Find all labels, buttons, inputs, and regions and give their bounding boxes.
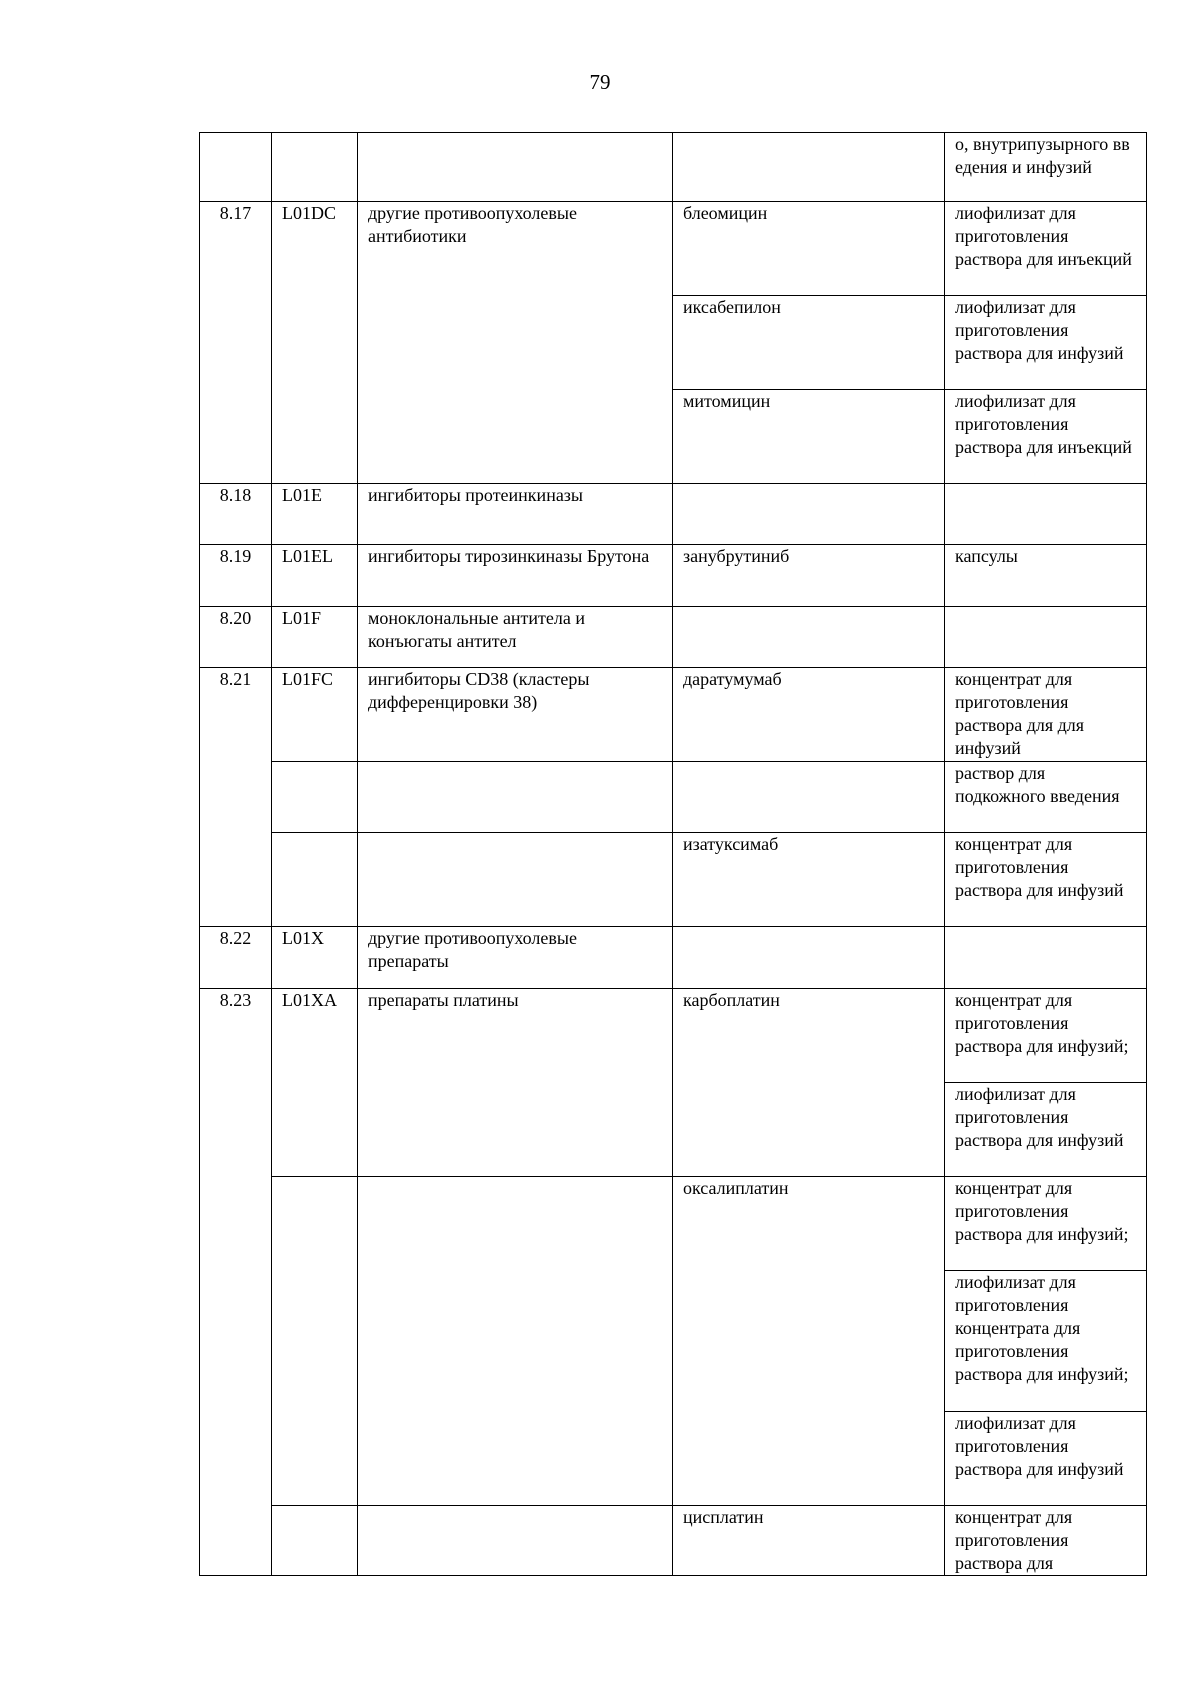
dosage-form-cell: лиофилизат для приготовления раствора для инъекций (945, 202, 1147, 296)
table-row (200, 833, 1147, 927)
table-row (200, 762, 1147, 833)
row-number-cell: 8.22 (200, 927, 272, 989)
dosage-form-cell: концентрат для приготовления раствора для для инфузий (945, 668, 1147, 762)
drug-cell (673, 927, 945, 989)
dosage-form-cell: лиофилизат для приготовления раствора для инфузий (945, 1083, 1147, 1177)
row-number-cell: 8.20 (200, 607, 272, 668)
table-row (200, 668, 1147, 762)
page-number: 79 (589, 70, 611, 94)
table-row (200, 607, 1147, 668)
atc-code-cell: L01XA (272, 989, 358, 1177)
group-cell: другие противоопухолевые антибиотики (358, 202, 673, 484)
drug-cell: иксабепилон (673, 296, 945, 390)
dosage-form-cell: лиофилизат для приготовления раствора для инфузий (945, 296, 1147, 390)
row-number-cell: 8.21 (200, 668, 272, 927)
dosage-form-cell (945, 607, 1147, 668)
row-number-cell: 8.19 (200, 545, 272, 607)
dosage-form-cell: концентрат для приготовления раствора для инфузий (945, 833, 1147, 927)
drug-cell: карбоплатин (673, 989, 945, 1177)
row-number-cell: 8.18 (200, 484, 272, 545)
atc-code-cell (272, 1506, 358, 1576)
table-row (200, 1177, 1147, 1271)
atc-code-cell (272, 133, 358, 202)
drug-cell: блеомицин (673, 202, 945, 296)
table-row (200, 927, 1147, 989)
dosage-form-cell: концентрат для приготовления раствора для инфузий; (945, 989, 1147, 1083)
group-cell (358, 133, 673, 202)
group-cell: ингибиторы тирозинкиназы Брутона (358, 545, 673, 607)
drug-cell: оксалиплатин (673, 1177, 945, 1506)
group-cell: препараты платины (358, 989, 673, 1177)
drug-cell (673, 607, 945, 668)
dosage-form-cell: лиофилизат для приготовления концентрата для приготовления раствора для инфузий; (945, 1271, 1147, 1412)
atc-code-cell (272, 762, 358, 833)
drug-cell (673, 133, 945, 202)
group-cell: ингибиторы CD38 (кластеры дифференцировки 38) (358, 668, 673, 762)
drug-cell: митомицин (673, 390, 945, 484)
dosage-form-cell: лиофилизат для приготовления раствора для инфузий (945, 1412, 1147, 1506)
atc-code-cell (272, 1177, 358, 1506)
group-cell (358, 1177, 673, 1506)
dosage-form-cell: концентрат для приготовления раствора для (945, 1506, 1147, 1576)
atc-code-cell: L01DC (272, 202, 358, 484)
atc-code-cell: L01EL (272, 545, 358, 607)
dosage-form-cell: капсулы (945, 545, 1147, 607)
drug-cell: цисплатин (673, 1506, 945, 1576)
drug-cell: даратумумаб (673, 668, 945, 762)
row-number-cell: 8.17 (200, 202, 272, 484)
row-number-cell (200, 133, 272, 202)
atc-code-cell: L01F (272, 607, 358, 668)
table-row (200, 484, 1147, 545)
medication-table (199, 132, 1147, 1576)
atc-code-cell: L01X (272, 927, 358, 989)
group-cell (358, 762, 673, 833)
atc-code-cell (272, 833, 358, 927)
drug-cell (673, 762, 945, 833)
drug-cell (673, 484, 945, 545)
drug-cell: изатуксимаб (673, 833, 945, 927)
atc-code-cell: L01E (272, 484, 358, 545)
table-row (200, 202, 1147, 296)
group-cell (358, 1506, 673, 1576)
table-row (200, 989, 1147, 1083)
dosage-form-cell: о, внутрипузырного вв едения и инфузий (945, 133, 1147, 202)
table-row (200, 1506, 1147, 1576)
table-row (200, 133, 1147, 202)
drug-cell: занубрутиниб (673, 545, 945, 607)
group-cell (358, 833, 673, 927)
dosage-form-cell: концентрат для приготовления раствора для инфузий; (945, 1177, 1147, 1271)
group-cell: моноклональные антитела и конъюгаты антител (358, 607, 673, 668)
atc-code-cell: L01FC (272, 668, 358, 762)
dosage-form-cell (945, 484, 1147, 545)
row-number-cell: 8.23 (200, 989, 272, 1576)
dosage-form-cell: лиофилизат для приготовления раствора для инъекций (945, 390, 1147, 484)
dosage-form-cell: раствор для подкожного введения (945, 762, 1147, 833)
group-cell: ингибиторы протеинкиназы (358, 484, 673, 545)
table-row (200, 545, 1147, 607)
dosage-form-cell (945, 927, 1147, 989)
group-cell: другие противоопухолевые препараты (358, 927, 673, 989)
